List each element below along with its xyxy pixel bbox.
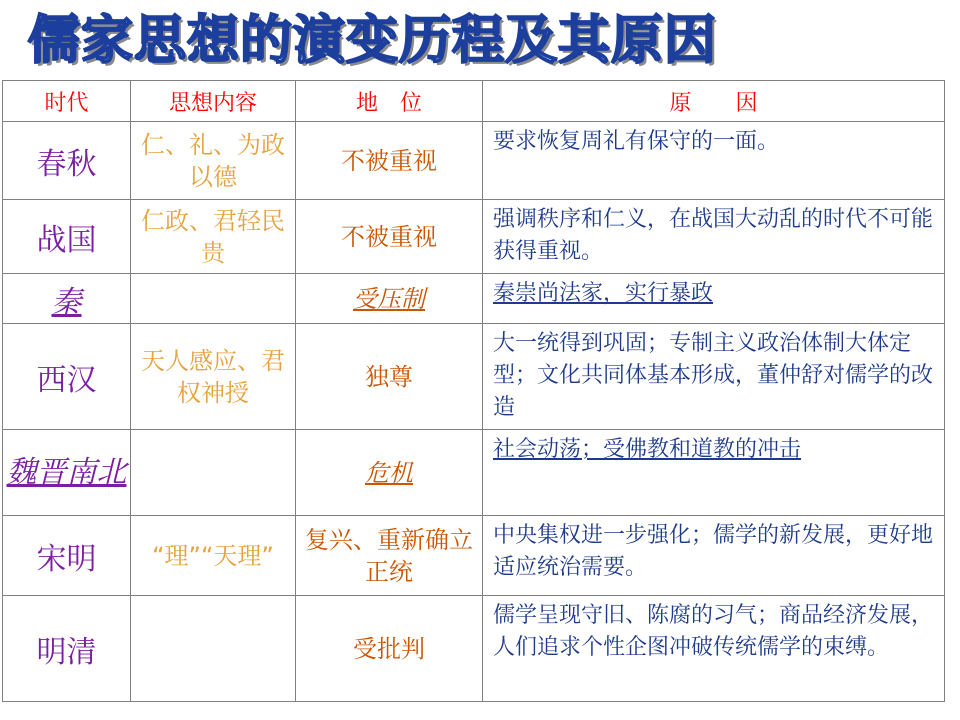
status-cell: 受压制 xyxy=(296,274,483,324)
idea-cell: “理”“天理” xyxy=(131,516,296,596)
header-reason: 原 因 xyxy=(483,81,945,122)
idea-cell xyxy=(131,430,296,516)
era-cell: 战国 xyxy=(3,200,131,274)
status-cell: 不被重视 xyxy=(296,122,483,200)
table-row xyxy=(3,122,945,200)
table-header-row xyxy=(3,81,945,122)
status-cell: 复兴、重新确立正统 xyxy=(296,516,483,596)
idea-cell xyxy=(131,274,296,324)
reason-text: 社会动荡；受佛教和道教的冲击 xyxy=(493,437,802,462)
era-cell: 明清 xyxy=(3,596,131,702)
table-row xyxy=(3,430,945,516)
evolution-table xyxy=(2,80,945,702)
reason-cell: 要求恢复周礼有保守的一面。 xyxy=(483,122,945,200)
reason-cell: 儒学呈现守旧、陈腐的习气；商品经济发展，人们追求个性企图冲破传统儒学的束缚。 xyxy=(483,596,945,702)
status-cell: 危机 xyxy=(296,430,483,516)
era-cell: 魏晋南北 xyxy=(3,430,131,516)
header-idea: 思想内容 xyxy=(131,81,296,122)
idea-cell: 仁政、君轻民贵 xyxy=(131,200,296,274)
page-title: 儒家思想的演变历程及其原因 xyxy=(28,11,718,71)
idea-cell: 仁、礼、为政以德 xyxy=(131,122,296,200)
table-row xyxy=(3,324,945,430)
header-status: 地 位 xyxy=(296,81,483,122)
status-cell: 独尊 xyxy=(296,324,483,430)
status-cell: 不被重视 xyxy=(296,200,483,274)
era-cell: 秦 xyxy=(3,274,131,324)
table-row xyxy=(3,200,945,274)
era-cell: 宋明 xyxy=(3,516,131,596)
idea-cell xyxy=(131,596,296,702)
header-era: 时代 xyxy=(3,81,131,122)
reason-cell: 大一统得到巩固；专制主义政治体制大体定型；文化共同体基本形成，董仲舒对儒学的改造 xyxy=(483,324,945,430)
era-cell: 春秋 xyxy=(3,122,131,200)
reason-cell: 强调秩序和仁义，在战国大动乱的时代不可能获得重视。 xyxy=(483,200,945,274)
table-row xyxy=(3,516,945,596)
reason-cell: 中央集权进一步强化；儒学的新发展，更好地适应统治需要。 xyxy=(483,516,945,596)
table-row xyxy=(3,596,945,702)
status-cell: 受批判 xyxy=(296,596,483,702)
table-row xyxy=(3,274,945,324)
reason-cell xyxy=(483,430,945,516)
era-cell: 西汉 xyxy=(3,324,131,430)
reason-text: 秦崇尚法家，实行暴政 xyxy=(493,281,714,306)
idea-cell: 天人感应、君权神授 xyxy=(131,324,296,430)
reason-cell xyxy=(483,274,945,324)
